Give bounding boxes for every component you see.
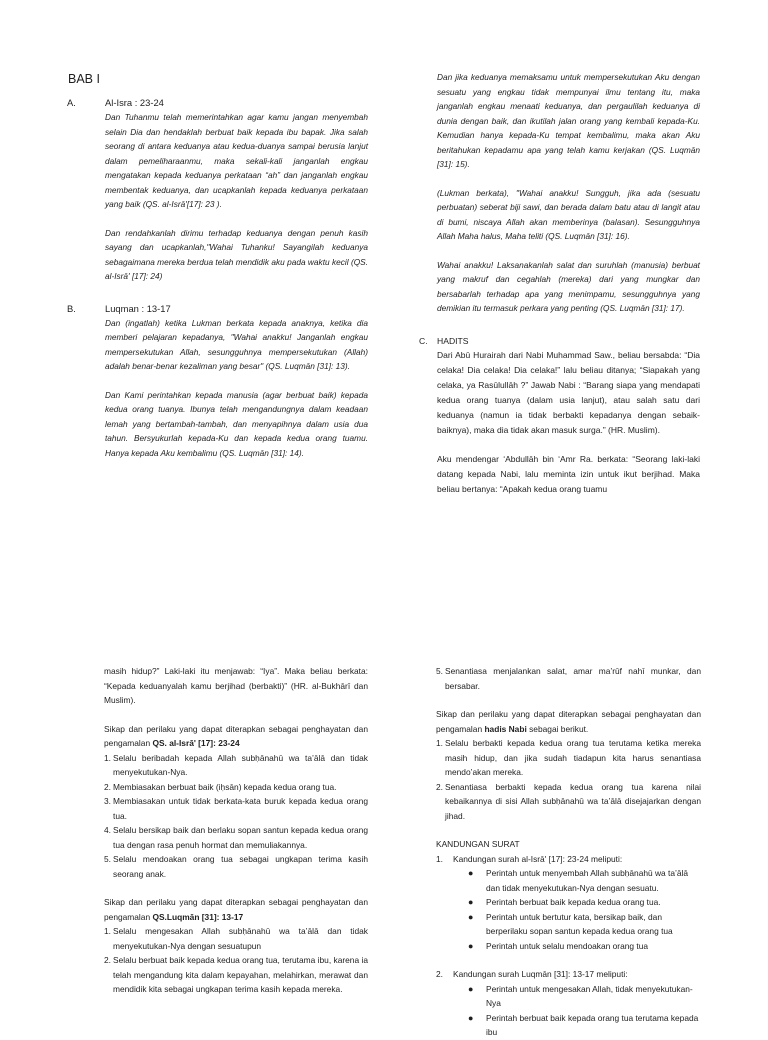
kandungan-isra-bullets: [436, 866, 701, 953]
list-item: 3. Membiasakan untuk tidak berkata-kata buruk kepada kedua orang tua.: [104, 796, 368, 821]
list-item: 2. Selalu berbuat baik kepada kedua orang tua, terutama ibu, karena ia telah mengandung kita dalam kepayahan, melahirkan, merawat dan mendidik kita sebagai ungkapan terima kasih kepada mereka.: [104, 955, 368, 994]
kandungan-luqman-bullets: [436, 982, 701, 1040]
section-a-quote-2: Dan rendahkanlah dirimu terhadap keduanya dengan penuh kasih sayang dan ucapkanlah,"Wahai Tuhanku! Sayangilah keduanya sebagaimana mereka berdua telah mendidik aku pada waktu kecil (QS. al-Isrā' [17]: 24): [105, 227, 368, 281]
list-item: 2. Senantiasa berbakti kepada kedua orang tua karena nilai kebaikannya di sisi Allah subḥānahū wa ta’ālā disejajarkan dengan jihad.: [436, 781, 701, 821]
section-c: [419, 334, 700, 497]
section-a: [67, 96, 368, 284]
kandungan-title: KANDUNGAN SURAT: [436, 839, 520, 849]
practice-intro-isra-text: Sikap dan perilaku yang dapat diterapkan sebagai penghayatan dan pengamalan: [104, 723, 368, 748]
bullet-item: ● Perintah untuk mengesakan Allah, tidak menyekutukan-Nya: [468, 983, 693, 1008]
luqman-15-quote: Dan jika keduanya memaksamu untuk mempersekutukan Aku dengan sesuatu yang engkau tidak mempunyai ilmu tentang itu, maka janganlah engkau menaati keduanya, dan pergaulilah keduanya di dunia dengan baik, dan ikutilah jalan orang yang kembali kepada-Ku. Kemudian hanya kepada-Ku tempat kembalimu, maka akan Aku beritahukan kepadamu apa yang telah kamu kerjakan (QS. Luqmān [31]: 15).: [437, 72, 700, 169]
section-b-quote-2: Dan Kami perintahkan kepada manusia (agar berbuat baik) kepada kedua orang tuanya. Ibunya telah mengandungnya dalam keadaan lemah yang bertambah-tambah, dan menyapihnya dalam usia dua tahun. Bersyukurlah kepada-Ku dan kepada kedua orang tuamu. Hanya kepada Aku kembalimu (QS. Luqmān [31]: 14).: [105, 389, 368, 458]
bullet-item: ● Perintah untuk selalu mendoakan orang tua: [468, 939, 701, 954]
practice-list-hadith: [436, 736, 701, 823]
section-a-heading: [67, 96, 368, 110]
list-item: 4. Selalu bersikap baik dan berlaku sopan santun kepada kedua orang tua dengan rasa penuh hormat dan memuliakannya.: [104, 825, 368, 850]
bullet-item: ● Perintah untuk bertutur kata, bersikap baik, dan berperilaku sopan santun kepada kedua orang tua: [468, 911, 673, 936]
section-b: [67, 302, 368, 461]
kandungan-list: [436, 852, 701, 1040]
list-item: 5. Selalu mendoakan orang tua sebagai ungkapan terima kasih seorang anak.: [104, 854, 368, 879]
practice-intro-hadith-text: Sikap dan perilaku yang dapat diterapkan sebagai penghayatan dan pengamalan: [436, 709, 701, 734]
luqman-16-quote: (Lukman berkata), "Wahai anakku! Sungguh, jika ada (sesuatu perbuatan) seberat biji sawi, dan berada dalam batu atau di langit atau di bumi, niscaya Allah akan memberinya (balasan). Sesungguhnya Allah Maha halus, Maha teliti (QS. Luqmān [31]: 16).: [437, 187, 700, 241]
practice-intro-luqman: [104, 895, 368, 924]
section-c-heading: [419, 334, 700, 348]
page1-left-column: [68, 70, 368, 460]
section-a-marker: A.: [67, 97, 76, 108]
bullet-icon: ●: [468, 868, 474, 878]
practice-list-luqman-continued: [436, 664, 701, 693]
bullet-item: ● Perintah berbuat baik kepada orang tua terutama kepada ibu: [468, 1012, 699, 1037]
practice-list-luqman: [104, 924, 368, 997]
luqman-17-quote: Wahai anakku! Laksanakanlah salat dan suruhlah (manusia) berbuat yang makruf dan cegahlah (mereka) dari yang mungkar dan bersabarlah terhadap apa yang menimpamu, sesungguhnya yang demikian itu termasuk perkara yang penting (QS. Luqmān [31]: 17).: [437, 259, 700, 313]
list-item: 1. Selalu berbakti kepada kedua orang tua terutama ketika mereka masih hidup, dan jika sudah tiadapun kita harus senantiasa mendo’akan mereka.: [436, 738, 701, 777]
section-b-marker: B.: [67, 302, 76, 314]
section-c-marker: C.: [419, 335, 428, 346]
section-b-heading: [67, 302, 368, 316]
bullet-item: ● Perintah untuk menyembah Allah subḥānahū wa ta’ālā dan tidak menyekutukan-Nya dengan sesuatu.: [468, 868, 689, 893]
practice-intro-hadith-ref: hadis Nabi: [484, 723, 527, 734]
list-item: 1. Selalu mengesakan Allah subḥānahū wa ta’ālā dan tidak menyekutukan-Nya dengan sesuatupun: [104, 926, 368, 951]
section-a-quote-1: Dan Tuhanmu telah memerintahkan agar kamu jangan menyembah selain Dia dan hendaklah berbuat baik kepada ibu bapak. Jika salah seorang di antara keduanya atau kedua-duanya sampai berusia lanjut dalam pemeliharaanmu, maka sekali-kali janganlah engkau mengatakan kepada keduanya perkataan “ah” dan janganlah engkau membentak keduanya, dan ucapkanlah kepada keduanya perkataan yang baik (QS. al-Isrā'[17]: 23 ).: [105, 112, 368, 209]
page2-right-column: [436, 664, 701, 1040]
practice-list-isra: [104, 751, 368, 882]
bullet-item: ● Perintah berbuat baik kepada kedua orang tua.: [468, 895, 701, 910]
list-item: 2. Membiasakan berbuat baik (iḥsān) kepada kedua orang tua.: [104, 781, 337, 792]
section-b-quote-1: Dan (ingatlah) ketika Lukman berkata kepada anaknya, ketika dia memberi pelajaran kepadanya, "Wahai anakku! Janganlah engkau mempersekutukan Allah, sesungguhnya mempersekutukan (Allah) adalah benar-benar kezaliman yang besar" (QS. Luqmān [31]: 13).: [105, 317, 368, 371]
practice-intro-isra: [104, 722, 368, 751]
page2-left-column: [104, 664, 368, 997]
hadith-paragraph-2: Aku mendengar ‘Abdullāh bin ‘Amr Ra. berkata: “Seorang laki-laki datang kepada Nabi, lalu meminta izin untuk ikut berjihad. Maka beliau bertanya: “Apakah kedua orang tuamu: [437, 453, 700, 494]
practice-intro-luqman-text: Sikap dan perilaku yang dapat diterapkan sebagai penghayatan dan pengamalan: [104, 897, 368, 922]
practice-intro-hadith: Sikap dan perilaku yang dapat diterapkan sebagai penghayatan dan pengamalan hadis Nabi sebagai berikut.: [436, 709, 701, 734]
bullet-icon: ●: [468, 940, 474, 951]
bullet-icon: ●: [468, 1012, 474, 1023]
chapter-title: BAB I: [68, 72, 100, 86]
practice-intro-luqman-ref: QS.Luqmān [31]: 13-17: [152, 911, 244, 922]
list-item: 1. Selalu beribadah kepada Allah subḥānahū wa ta’ālā dan tidak menyekutukan-Nya.: [104, 752, 368, 777]
section-b-title: Luqman : 13-17: [105, 302, 171, 314]
bullet-icon: ●: [468, 911, 474, 922]
section-a-title: Al-Isra : 23-24: [105, 97, 164, 108]
bullet-icon: ●: [468, 983, 474, 994]
hadith-paragraph-1: Dari Abū Hurairah dari Nabi Muhammad Saw., beliau bersabda: “Dia celaka! Dia celaka! Dia celaka!” lalu beliau ditanya; “Siapakah yang celaka, ya Rasūlullāh ?” Jawab Nabi : “Barang siapa yang mendapati kedua orang tuanya (dalam usia lanjut), atau salah satu dari keduanya (namun ia tidak berbakti kepadanya dengan sebaik-baiknya), maka dia tidak akan masuk surga.” (HR. Muslim).: [437, 349, 700, 435]
section-c-title: HADITS: [437, 335, 469, 346]
practice-intro-isra-ref: QS. al-Isrā' [17]: 23-24: [152, 738, 240, 748]
kandungan-item-luqman: 2. Kandungan surah Luqmān [31]: 13-17 meliputi: ● Perintah untuk mengesakan Allah, tidak menyekutukan-Nya ● Perintah berbuat baik kepada orang tua terutama kepada ibu: [436, 967, 701, 1040]
page1-right-column: [419, 70, 700, 497]
kandungan-item-isra: 1. Kandungan surah al-Isrā' [17]: 23-24 meliputi: ● Perintah untuk menyembah Allah subḥānahū wa ta’ālā dan tidak menyekutukan-Nya dengan sesuatu. ● Perintah berbuat baik kepada kedua orang tua. ● Perintah untuk bertutur kata, bersikap baik, dan berperilaku sopan santun kepada kedua orang tua ● Perintah untuk selalu mendoakan orang tua: [436, 852, 701, 954]
bullet-icon: ●: [468, 897, 474, 907]
list-item: 5. Senantiasa menjalankan salat, amar ma’rūf nahī munkar, dan bersabar.: [436, 666, 701, 691]
page-2: [0, 650, 768, 1037]
hadith-continuation: masih hidup?” Laki-laki itu menjawab: “Iya”. Maka beliau berkata: “Kepada keduanyalah kamu berjihad (berbakti)” (HR. al-Bukhārī dan Muslim).: [104, 666, 368, 705]
